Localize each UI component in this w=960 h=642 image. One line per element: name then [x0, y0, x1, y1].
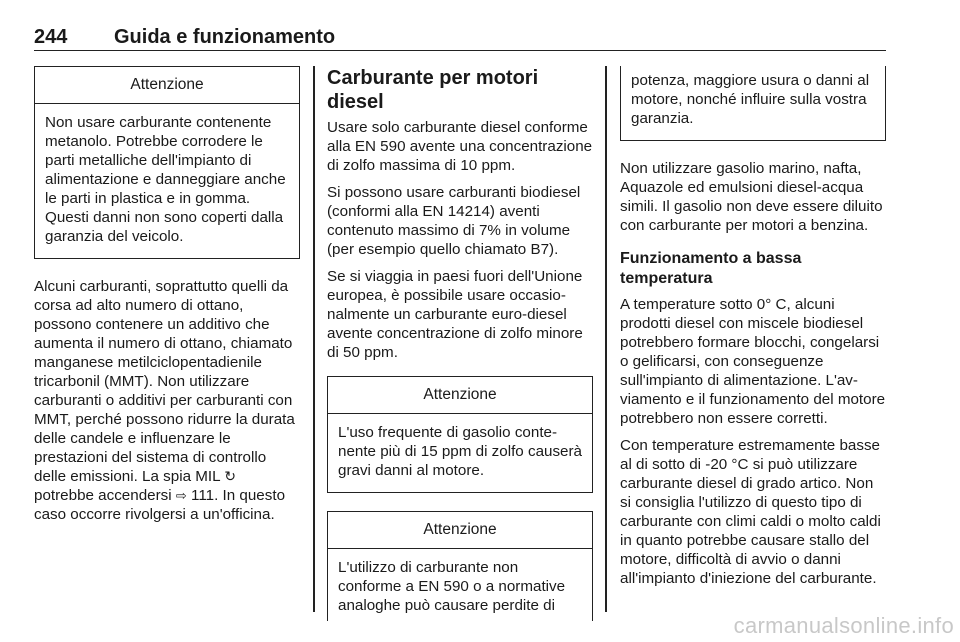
warning-title: Attenzione — [328, 377, 592, 414]
mmt-text-end: . In questo caso occorre rivolgersi a un'officina. — [34, 487, 286, 523]
low-temp-p1: A temperature sotto 0° C, alcuni prodotti diesel con miscele biodiesel potrebbero formare blocchi, congelarsi o gelificarsi, con conseguenze sull'impianto di alimentazione. L'avviamento e il funzionamento del motore potrebbero non essere corretti. — [620, 296, 886, 427]
column-divider-1 — [313, 66, 315, 612]
mmt-text-mid: potrebbe accendersi — [34, 487, 172, 504]
watermark: carmanualsonline.info — [733, 613, 954, 638]
column-divider-2 — [605, 66, 607, 612]
page-ref-link[interactable]: 111 — [191, 487, 215, 504]
low-temp-heading: Funzionamento a bassa temperatura — [620, 250, 802, 287]
page-title: Guida e funzionamento — [114, 26, 336, 48]
page-number: 244 — [34, 26, 68, 48]
mmt-paragraph — [34, 277, 300, 524]
page-header — [34, 24, 886, 51]
warning-box-methanol — [34, 66, 300, 259]
mmt-text: Alcuni carburanti, soprattutto quelli da corsa ad alto numero di ottano, possono contenere un additivo che aumenta il numero di ottano, chiamato manganese metilciclopentadienile tricarbonil (MMT). Non utilizzare carburanti o additivi per carburanti con MMT, perché possono ridurre la durata delle candele e influenzare le prestazioni del sistema di controllo delle emissioni. La spia MIL — [34, 278, 295, 485]
page-reference-arrow-icon: ⇨ — [175, 488, 187, 503]
engine-check-icon: ↻ — [224, 468, 236, 484]
warning-box-continued — [620, 66, 886, 141]
warning-body-continued: potenza, maggiore usura o danni al motore, nonché influire sulla vostra garanzia. — [631, 72, 870, 127]
diesel-heading: Carburante per motori diesel — [327, 67, 539, 113]
low-temp-p2: Con temperature estremamente basse al di sotto di -20 °C si può utilizzare carburante diesel di grado artico. Non si consiglia l'utilizzo di questo tipo di carburante con climi caldi o molto caldi in quanto potrebbe causare stallo del motore, difficoltà di avvio o danni all'impianto d'iniezione del carburante. — [620, 437, 881, 587]
warning-body: Non usare carburante contenente metanolo. Potrebbe corrodere le parti metalliche dell'impianto di alimentazione e danneggiare anche le parti in plastica e in gomma. Questi danni non sono coperti dalla garanzia del veicolo. — [45, 114, 286, 245]
diesel-p2: Si possono usare carburanti biodiesel (conformi alla EN 14214) aventi contenuto massimo di 7% in volume (per esempio quello chiamato B7). — [327, 184, 581, 258]
column-1 — [34, 66, 300, 532]
warning-box-en590 — [327, 511, 593, 621]
warning-body: L'uso frequente di gasolio contenente più di 15 ppm di zolfo causerà gravi danni al motore. — [338, 424, 583, 479]
diesel-p3: Se si viaggia in paesi fuori dell'Unione europea, è possibile usare occasionalmente un carburante euro-diesel avente concentrazione di zolfo minore di 50 ppm. — [327, 268, 583, 361]
warning-title: Attenzione — [35, 67, 299, 104]
warning-title: Attenzione — [328, 512, 592, 549]
marine-diesel-paragraph: Non utilizzare gasolio marino, nafta, Aquazole ed emulsioni diesel-acqua simili. Il gasolio non deve essere diluito con carburante per motori a benzina. — [620, 160, 883, 234]
diesel-p1: Usare solo carburante diesel conforme alla EN 590 avente una concentrazione di zolfo massima di 10 ppm. — [327, 119, 593, 174]
warning-box-sulfur — [327, 376, 593, 493]
column-2 — [327, 66, 593, 621]
column-3 — [620, 66, 886, 596]
warning-body: L'utilizzo di carburante non conforme a EN 590 o a normative analoghe può causare perdite di — [338, 559, 566, 614]
